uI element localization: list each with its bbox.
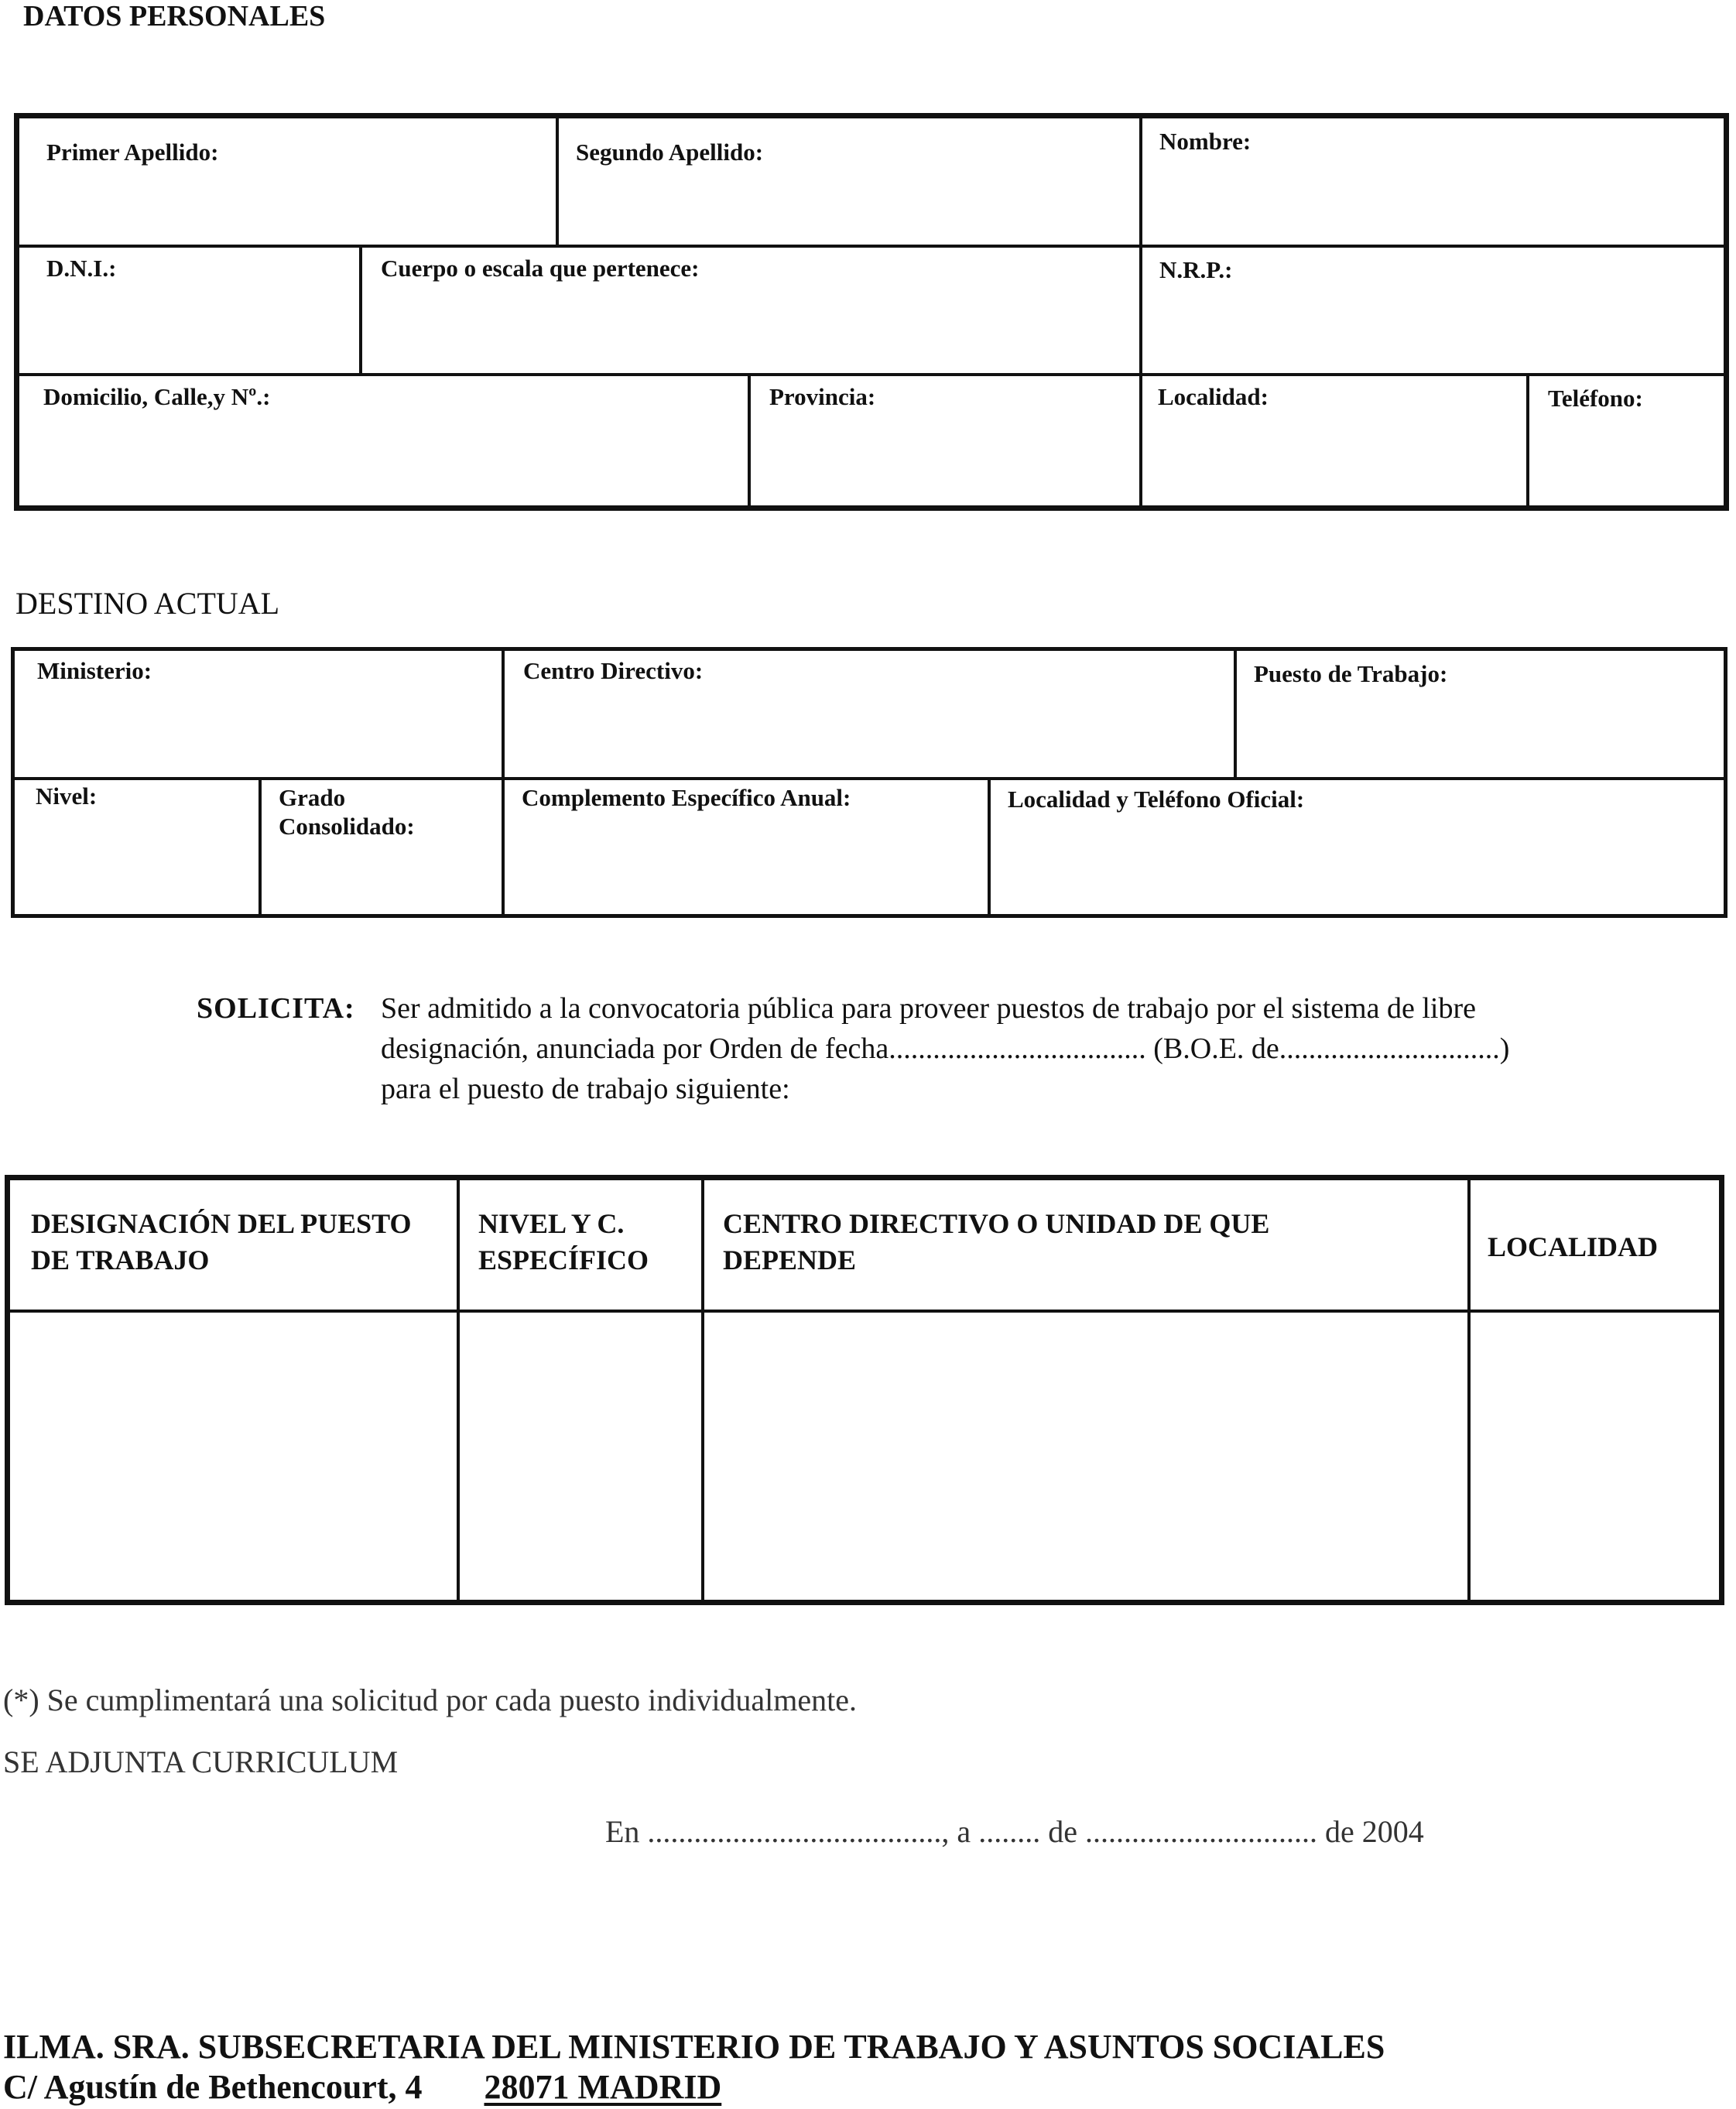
col-divider (1467, 1178, 1471, 1602)
field-nombre[interactable]: Nombre: (1159, 128, 1251, 155)
header-divider (8, 1310, 1721, 1313)
field-nrp[interactable]: N.R.P.: (1159, 256, 1233, 283)
solicita-line-2: designación, anunciada por Orden de fecha................................... (B.O.E. de..............................) (381, 1032, 1510, 1065)
field-nivel[interactable]: Nivel: (36, 782, 98, 810)
destino-actual-border (11, 647, 1727, 918)
col-divider (457, 1178, 460, 1602)
field-domicilio[interactable]: Domicilio, Calle,y Nº.: (43, 383, 271, 410)
fecha-firma-line: En ......................................, a ........ de .............................. de 2004 (605, 1814, 1424, 1849)
col-divider (1234, 650, 1237, 779)
col-divider (502, 650, 505, 915)
col-divider (701, 1178, 704, 1602)
adjunta-curriculum: SE ADJUNTA CURRICULUM (3, 1744, 399, 1779)
input-centro-directivo[interactable] (706, 1314, 1466, 1601)
col-divider (259, 779, 262, 915)
field-ministerio[interactable]: Ministerio: (37, 657, 152, 684)
address (3, 2068, 721, 2107)
field-grado-consolidado[interactable] (279, 783, 415, 841)
input-nivel-especifico[interactable] (461, 1314, 700, 1601)
col-header-nivel: NIVEL Y C. ESPECÍFICO (478, 1208, 649, 1275)
field-centro-directivo[interactable]: Centro Directivo: (523, 657, 704, 684)
col-divider (556, 116, 559, 246)
grado-line-2: Consolidado: (279, 813, 415, 841)
solicita-line-1: Ser admitido a la convocatoria pública para proveer puestos de trabajo por el sistema de libre (381, 992, 1476, 1025)
col-header-localidad: LOCALIDAD (1488, 1231, 1659, 1262)
datos-personales-border (14, 113, 1729, 511)
addressee: ILMA. SRA. SUBSECRETARIA DEL MINISTERIO DE TRABAJO Y ASUNTOS SOCIALES (3, 2028, 1385, 2066)
field-primer-apellido[interactable]: Primer Apellido: (46, 139, 219, 166)
col-divider (359, 246, 362, 375)
col-divider (988, 779, 991, 915)
field-localidad-telefono-oficial[interactable]: Localidad y Teléfono Oficial: (1008, 786, 1305, 813)
input-localidad[interactable] (1472, 1314, 1720, 1601)
col-header-designacion: DESIGNACIÓN DEL PUESTO DE TRABAJO (31, 1208, 412, 1275)
input-designacion[interactable] (9, 1314, 455, 1601)
field-segundo-apellido[interactable]: Segundo Apellido: (576, 139, 764, 166)
field-localidad[interactable]: Localidad: (1158, 383, 1269, 410)
col-divider (748, 375, 751, 506)
section-title-destino-actual: DESTINO ACTUAL (15, 586, 280, 621)
col-divider (1139, 116, 1142, 506)
row-divider (17, 373, 1726, 376)
note-solicitud: (*) Se cumplimentará una solicitud por cada puesto individualmente. (3, 1683, 858, 1717)
field-puesto-trabajo[interactable]: Puesto de Trabajo: (1254, 660, 1448, 687)
solicita-line-3: para el puesto de trabajo siguiente: (381, 1073, 790, 1105)
field-dni[interactable]: D.N.I.: (46, 255, 117, 282)
col-header-centro-directivo: CENTRO DIRECTIVO O UNIDAD DE QUE DEPENDE (723, 1208, 1270, 1275)
col-divider (1526, 375, 1529, 506)
row-divider (17, 245, 1726, 248)
row-divider (14, 777, 1724, 780)
field-cuerpo-escala[interactable]: Cuerpo o escala que pertenece: (381, 255, 700, 282)
field-provincia[interactable]: Provincia: (769, 383, 876, 410)
field-complemento-especifico[interactable]: Complemento Específico Anual: (522, 784, 851, 811)
grado-line-1: Grado (279, 784, 346, 811)
address-street: C/ Agustín de Bethencourt, 4 (3, 2068, 423, 2106)
field-telefono[interactable]: Teléfono: (1548, 385, 1643, 412)
address-city: 28071 MADRID (484, 2068, 722, 2106)
solicita-label: SOLICITA: (197, 992, 355, 1025)
section-title-datos-personales: DATOS PERSONALES (23, 0, 326, 33)
